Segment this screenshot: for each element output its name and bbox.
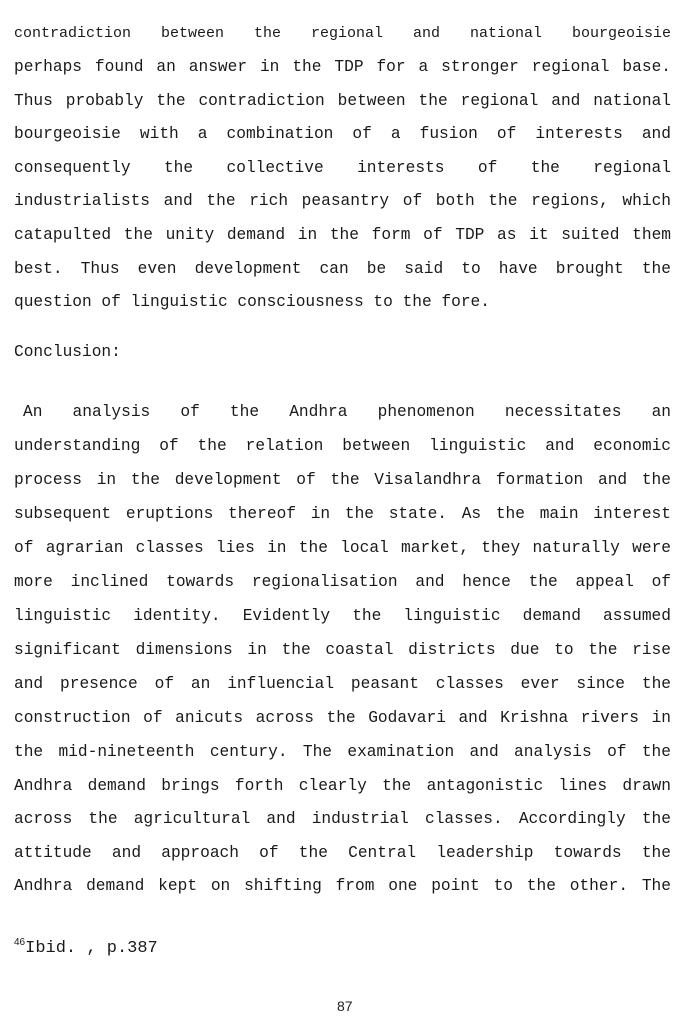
text-line: Andhra demand brings forth clearly the antagonistic lines drawn <box>14 777 671 795</box>
text-line: understanding of the relation between linguistic and economic <box>14 437 671 455</box>
text-line: construction of anicuts across the Godavari and Krishna rivers in <box>14 709 671 727</box>
text-line: of agrarian classes lies in the local market, they naturally were <box>14 539 671 557</box>
text-line: industrialists and the rich peasantry of both the regions, which <box>14 192 671 210</box>
text-line: more inclined towards regionalisation and hence the appeal of <box>14 573 671 591</box>
footnote-text: Ibid. , p.387 <box>25 939 158 958</box>
text-line: An analysis of the Andhra phenomenon necessitates an <box>23 403 671 421</box>
text-line: consequently the collective interests of the regional <box>14 159 671 177</box>
text-line: and presence of an influencial peasant classes ever since the <box>14 675 671 693</box>
text-line: attitude and approach of the Central leadership towards the <box>14 844 671 862</box>
text-line: bourgeoisie with a combination of a fusion of interests and <box>14 125 671 143</box>
text-line: across the agricultural and industrial classes. Accordingly the <box>14 810 671 828</box>
text-line: catapulted the unity demand in the form of TDP as it suited them <box>14 226 671 244</box>
text-line: linguistic identity. Evidently the linguistic demand assumed <box>14 607 671 625</box>
text-line: Thus probably the contradiction between the regional and national <box>14 92 671 110</box>
text-line: best. Thus even development can be said to have brought the <box>14 260 671 278</box>
text-line: Andhra demand kept on shifting from one point to the other. The <box>14 877 671 895</box>
footnote <box>14 938 158 960</box>
text-line: subsequent eruptions thereof in the state. As the main interest <box>14 505 671 523</box>
text-line: contradiction between the regional and national bourgeoisie <box>14 25 671 42</box>
footnote-number: 46 <box>14 937 26 948</box>
text-line: significant dimensions in the coastal districts due to the rise <box>14 641 671 659</box>
text-line: question of linguistic consciousness to the fore. <box>14 293 490 311</box>
text-line: process in the development of the Visalandhra formation and the <box>14 471 671 489</box>
text-line: perhaps found an answer in the TDP for a stronger regional base. <box>14 58 671 76</box>
text-line: the mid-nineteenth century. The examination and analysis of the <box>14 743 671 761</box>
page-number: 87 <box>337 998 353 1014</box>
section-heading: Conclusion: <box>14 343 121 361</box>
